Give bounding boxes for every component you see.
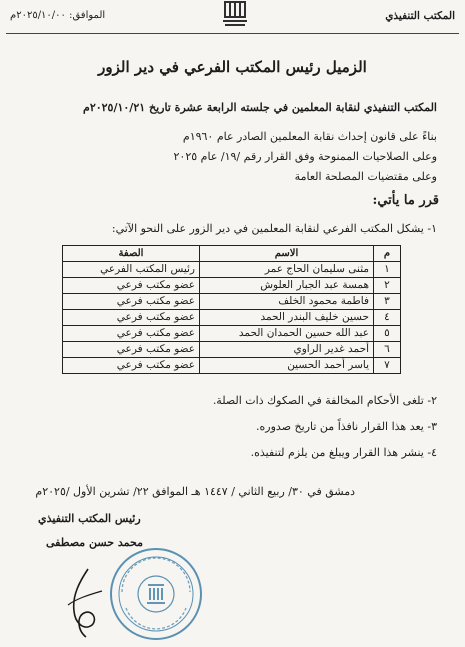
row-role: رئيس المكتب الفرعي bbox=[63, 262, 200, 278]
decides-heading: قرر ما يأتي: bbox=[372, 193, 439, 208]
row-role: عضو مكتب فرعي bbox=[63, 310, 200, 326]
row-num: ٤ bbox=[374, 310, 401, 326]
row-role: عضو مكتب فرعي bbox=[63, 278, 200, 294]
table-row bbox=[63, 358, 401, 374]
article-4: ٤- ينشر هذا القرار ويبلغ من يلزم لتنفيذه. bbox=[250, 446, 437, 459]
signatory-title: رئيس المكتب التنفيذي bbox=[38, 512, 141, 525]
row-name: فاطمة محمود الخلف bbox=[200, 294, 374, 310]
addressee-title: الزميل رئيس المكتب الفرعي في دير الزور bbox=[98, 58, 367, 76]
row-name: ياسر أحمد الحسين bbox=[200, 358, 374, 374]
article-1: ١- يشكل المكتب الفرعي لنقابة المعلمين في دير الزور على النحو الآتي: bbox=[111, 222, 437, 235]
members-table bbox=[62, 245, 401, 374]
header-num: م bbox=[374, 246, 401, 262]
row-num: ١ bbox=[374, 262, 401, 278]
row-name: مثنى سليمان الحاج عمر bbox=[200, 262, 374, 278]
row-name: همسة عبد الجبار العلوش bbox=[200, 278, 374, 294]
office-label: المكتب التنفيذي bbox=[385, 10, 455, 22]
row-num: ٣ bbox=[374, 294, 401, 310]
basis-line-2: وعلى الصلاحيات الممنوحة وفق القرار رقم /١٩/ عام ٢٠٢٥ bbox=[173, 150, 437, 163]
table-row bbox=[63, 294, 401, 310]
header-name: الاسم bbox=[200, 246, 374, 262]
header-role: الصفة bbox=[63, 246, 200, 262]
issue-date-line: دمشق في ٣٠/ ربيع الثاني / ١٤٤٧ هـ الموافق ٢٢/ تشرين الأول /٢٠٢٥م bbox=[35, 485, 355, 498]
row-name: أحمد غدير الراوي bbox=[200, 342, 374, 358]
reference-date: الموافق: ٢٠٢٥/١٠/٠٠م bbox=[10, 10, 106, 21]
header-divider bbox=[6, 33, 459, 34]
union-logo bbox=[222, 0, 248, 30]
table-row bbox=[63, 342, 401, 358]
row-role: عضو مكتب فرعي bbox=[63, 326, 200, 342]
basis-line-1: بناءً على قانون إحداث نقابة المعلمين الصادر عام ١٩٦٠م bbox=[182, 130, 437, 143]
table-header-row bbox=[63, 246, 401, 262]
row-num: ٢ bbox=[374, 278, 401, 294]
row-num: ٥ bbox=[374, 326, 401, 342]
article-2: ٢- تلغى الأحكام المخالفة في الصكوك ذات الصلة. bbox=[212, 394, 437, 407]
row-role: عضو مكتب فرعي bbox=[63, 342, 200, 358]
table-row bbox=[63, 278, 401, 294]
table-row bbox=[63, 326, 401, 342]
row-role: عضو مكتب فرعي bbox=[63, 358, 200, 374]
row-role: عضو مكتب فرعي bbox=[63, 294, 200, 310]
row-name: حسين خليف البندر الحمد bbox=[200, 310, 374, 326]
signatory-name: محمد حسن مصطفى bbox=[46, 536, 143, 549]
official-stamp bbox=[108, 546, 204, 642]
table-row bbox=[63, 310, 401, 326]
article-3: ٣- يعد هذا القرار نافذاً من تاريخ صدوره. bbox=[256, 420, 437, 433]
row-name: عبد الله حسين الحمدان الحمد bbox=[200, 326, 374, 342]
row-num: ٧ bbox=[374, 358, 401, 374]
handwritten-signature bbox=[62, 565, 112, 643]
basis-line-3: وعلى مقتضيات المصلحة العامة bbox=[294, 170, 437, 183]
table-row bbox=[63, 262, 401, 278]
row-num: ٦ bbox=[374, 342, 401, 358]
opening-line: المكتب التنفيذي لنقابة المعلمين في جلسته الرابعة عشرة تاريخ ٢٠٢٥/١٠/٢١م bbox=[83, 101, 437, 114]
